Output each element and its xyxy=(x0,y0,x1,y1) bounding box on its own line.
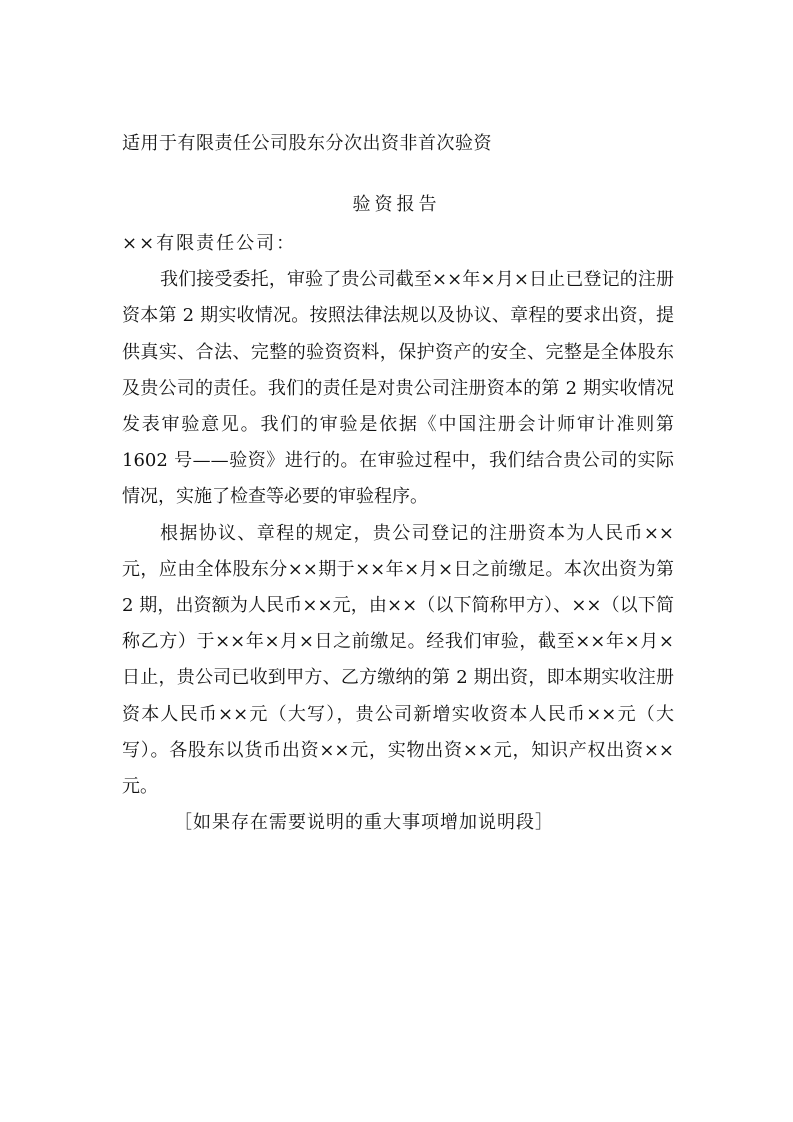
bracket-note: ［如果存在需要说明的重大事项增加说明段］ xyxy=(174,812,554,834)
paragraph-responsibility: 我们接受委托，审验了贵公司截至××年×月×日止已登记的注册资本第 2 期实收情况。按照法律法规以及协议、章程的要求出资，提供真实、合法、完整的验资资料，保护资产的安全、完整是全体股东及贵公司的责任。我们的责任是对贵公司注册资本的第 2 期实收情况发表审验意见。我们的审验是依据《中国注册会计师审计准则第 1602 号——验资》进行的。在审验过程中，我们结合贵公司的实际情况，实施了检查等必要的审验程序。 xyxy=(122,269,674,508)
paragraph-capital-details: 根据协议、章程的规定，贵公司登记的注册资本为人民币××元，应由全体股东分××期于××年×月×日之前缴足。本次出资为第 2 期，出资额为人民币××元，由××（以下简称甲方）、××（以下简称乙方）于××年×月×日之前缴足。经我们审验，截至××年×月×日止，贵公司已收到甲方、乙方缴纳的第 2 期出资，即本期实收注册资本人民币××元（大写），贵公司新增实收资本人民币××元（大写）。各股东以货币出资××元，实物出资××元，知识产权出资××元。 xyxy=(122,522,674,798)
report-body xyxy=(122,226,674,841)
addressee: ××有限责任公司： xyxy=(122,233,297,254)
applicability-note: 适用于有限责任公司股东分次出资非首次验资 xyxy=(122,133,492,154)
report-title: 验资报告 xyxy=(352,194,441,215)
